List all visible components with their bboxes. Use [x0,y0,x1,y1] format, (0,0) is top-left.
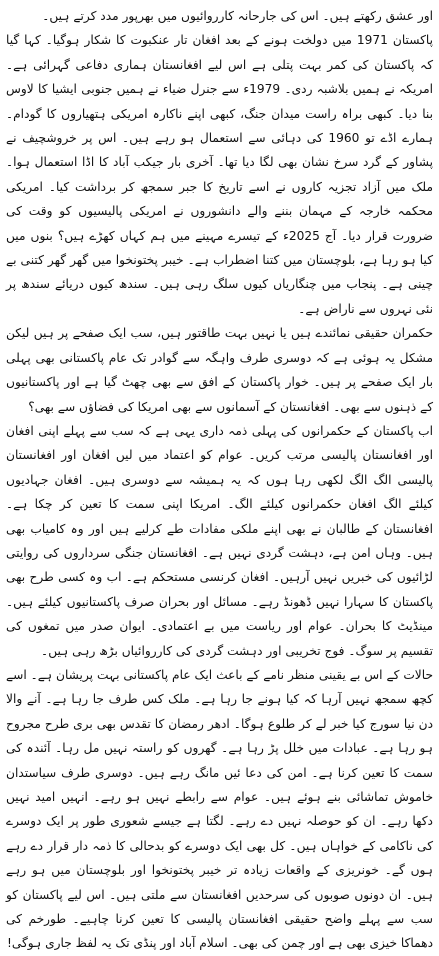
paragraph-5: حالات کے اس بے یقینی منظر نامے کے باعث ایک عام پاکستانی بہت پریشان ہے۔ اسے کچھ سمجھ نہیں آرہا کہ کیا ہونے جا رہا ہے۔ ملک کس طرف جا رہا ہے۔ آنے والا دن نیا سورج کیا خبر لے کر طلوع ہوگا۔ ادھر رمضان کا تقدس بھی بری طرح مجروح ہو رہا ہے۔ عبادات میں خلل پڑ رہا ہے۔ گھروں کو راستہ نہیں مل رہا۔ آئندہ کی سمت کا تعین کرنا ہے۔ امن کی دعا ئیں مانگ رہے ہیں۔ دوسری طرف سیاستدان خاموش تماشائی بنے ہوئے ہیں۔ عوام سے رابطے نہیں ہو رہے۔ انہیں امید نہیں دکھا رہے۔ ان کو حوصلہ نہیں دے رہے۔ لگتا ہے جیسے شعوری طور پر ایک دوسرے کی ناکامی کے خواہاں ہیں۔ کل بھی ایک دوسرے کو بدحالی کا ذمہ دار قرار دے رہے ہوں گے۔ خونریزی کے واقعات زیادہ تر خیبر پختونخوا اور بلوچستان میں ہو رہے ہیں۔ ان دونوں صوبوں کی سرحدیں افغانستان سے ملتی ہیں۔ اس لیے پاکستان کو سب سے پہلے واضح حقیقی افغانستان پالیسی کا تعین کرنا چاہیے۔ طورخم کی دھماکا خیزی بھی ہے اور چمن کی بھی۔ اسلام آباد اور پنڈی تک یہ لفظ جاری ہوگی! [6,667,433,951]
paragraph-3: حکمران حقیقی نمائندے ہیں یا نہیں بہت طاقتور ہیں، سب ایک صفحے پر ہیں لیکن مشکل یہ ہوئی ہے کہ دوسری طرف واہگہ سے گوادر تک عام پاکستانی بھی پہلی بار ایک صفحے پر ہیں۔ خوار پاکستان کے افق سے بھی چھٹ گیا ہے اور پاکستانیوں کے ذہنوں سے بھی۔ افغانستان کے آسمانوں سے بھی امریکا کی فضاؤں سے بھی؟ [6,326,433,414]
paragraph-1: اور عشق رکھتے ہیں۔ اس کی جارحانہ کارروائیوں میں بھرپور مدد کرتے ہیں۔ [42,9,433,23]
paragraph-2: پاکستان 1971 میں دولخت ہونے کے بعد افغان تار عنکبوت کا شکار ہوگیا۔ کہا گیا کہ پاکستان کی کمر بہت پتلی ہے اس لیے افغانستان ہماری دفاعی گہرائی ہے۔ امریکہ نے ہمیں بلاشبہ ردی۔ 1979ء سے جنرل ضیاء نے ہمیں جنوبی ایشیا کا لاوس بنا دیا۔ کبھی براہ راست میدان جنگ، کبھی اپنے ناکارہ امریکی ہتھیاروں کا گودام۔ ہمارے اڈے تو 1960 کی دہائی سے استعمال ہو رہے ہیں۔ اس پر خروشچیف نے پشاور کے گرد سرخ نشان بھی لگا دیا تھا۔ آخری بار جیکب آباد کا اڈا استعمال ہوا۔ ملک میں آزاد تجزیہ کاروں نے اسے تاریخ کا جبر سمجھ کر برداشت کیا۔ امریکی محکمہ خارجہ کے مہمان بننے والے دانشوروں نے امریکی پالیسیوں کو وقت کی ضرورت قرار دیا۔ آج 2025ء کے تیسرے مہینے میں ہم کہاں کھڑے ہیں؟ بنوں میں کیا ہو رہا ہے، بلوچستان میں کتنا اضطراب ہے۔ خیبر پختونخوا میں گھر گھر کتنی بے چینی ہے۔ پنجاب میں چنگاریاں کیوں سلگ رہی ہیں۔ سندھ کیوں دریائے سندھ پر نئی نہروں سے ناراض ہے۔ [6,33,434,316]
paragraph-4: اب پاکستان کے حکمرانوں کی پہلی ذمہ داری یہی ہے کہ سب سے پہلے اپنی افغان اور افغانستان پالیسی مرتب کریں۔ عوام کو اعتماد میں لیں افغان اور افغانستان پالیسی الگ الگ لکھی رہا ہوں کہ یہ ہمیشہ سے دوسری ہیں۔ افغان جہادیوں کیلئے الگ افغان حکمرانوں کیلئے الگ۔ امریکا اپنی سمت کا تعین کر چکا ہے۔ افغانستان کے طالبان نے بھی اپنے ملکی مفادات طے کرلیے ہیں اور وہ کامیاب بھی ہیں۔ وہاں امن ہے، دہشت گردی نہیں ہے۔ افغانستان جنگی سرداروں کی روایتی لڑائیوں کی خبریں نہیں آرہیں۔ افغان کرنسی مستحکم ہے۔ اب وہ کسی طرح بھی پاکستان کا سہارا نہیں ڈھونڈ رہے۔ مسائل اور بحران صرف پاکستانیوں کیلئے ہیں۔ مینڈیٹ کا بحران۔ عوام اور ریاست میں بے اعتمادی۔ ایوان صدر میں تمغوں کی تقسیم پر سوگ۔ فوج تخریبی اور دہشت گردی کی کارروائیاں بڑھ رہی ہیں۔ [6,423,433,658]
